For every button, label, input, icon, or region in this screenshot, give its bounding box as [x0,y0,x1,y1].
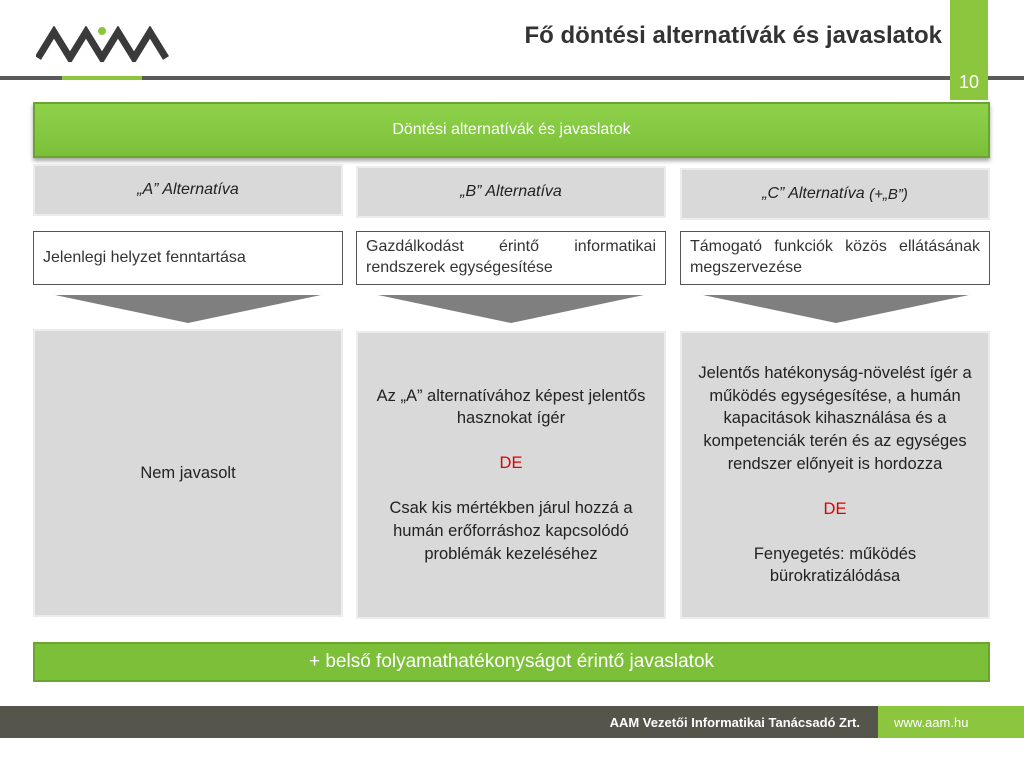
alternative-b-but: DE [499,454,523,473]
section-header-label: Döntési alternatívák és javaslatok [392,121,631,138]
alternative-b-name: „B” Alternatíva [460,183,562,200]
alternative-c-description [680,231,990,285]
alternative-c-description-text: Támogató funkciók közös ellátásának megszervezése [690,238,980,276]
alternative-c-heading [680,168,990,220]
bottom-banner [33,642,990,682]
alternative-a-description [33,231,343,285]
down-arrow-icon [378,295,644,323]
down-arrow-icon [55,295,321,323]
alternative-b-heading [356,166,666,218]
header-divider-right [988,76,1024,80]
alternative-c-result [680,331,990,619]
alternative-a-description-text: Jelenlegi helyzet fenntartása [43,248,246,266]
slide-title: Fő döntési alternatívák és javaslatok [524,22,942,49]
footer-bar [0,706,1024,738]
alternative-c-name: „C” Alternatíva [762,185,865,202]
alternative-c-risk: Fenyegetés: működés bürokratizálódása [753,544,917,586]
alternative-c-but: DE [823,499,847,518]
aam-logo [36,26,176,62]
alternative-b-description-text: Gazdálkodást érintő informatikai rendszerek egységesítése [366,238,656,276]
down-arrow-icon [703,295,969,323]
alternative-c-suffix: (+„B”) [869,185,908,203]
alternative-a-result [33,329,343,617]
bottom-banner-text: + belső folyamathatékonyságot érintő javaslatok [308,651,715,672]
alternative-a-verdict: Nem javasolt [140,463,236,482]
alternative-a-name: „A” Alternatíva [137,181,239,198]
alternative-b-description [356,231,666,285]
footer-company: AAM Vezetői Informatikai Tanácsadó Zrt. [609,714,860,730]
page-number: 10 [958,72,980,92]
alternative-b-result [356,331,666,619]
alternative-b-risk: Csak kis mértékben járul hozzá a humán erőforráshoz kapcsolódó problémák kezeléséhez [389,499,633,563]
header-divider [0,76,950,80]
header-divider-accent [62,76,142,80]
alternative-c-benefit: Jelentős hatékonyság-növelést ígér a működés egységesítése, a humán kapacitások kihasználása és a kompetenciák terén és az egységes rendszer előnyeit is hordozza [698,363,972,473]
alternative-a-heading [33,164,343,216]
alternative-b-benefit: Az „A” alternatívához képest jelentős hasznokat ígér [376,386,646,428]
section-header [33,102,990,158]
footer-url-link[interactable]: www.aam.hu [878,706,1024,738]
